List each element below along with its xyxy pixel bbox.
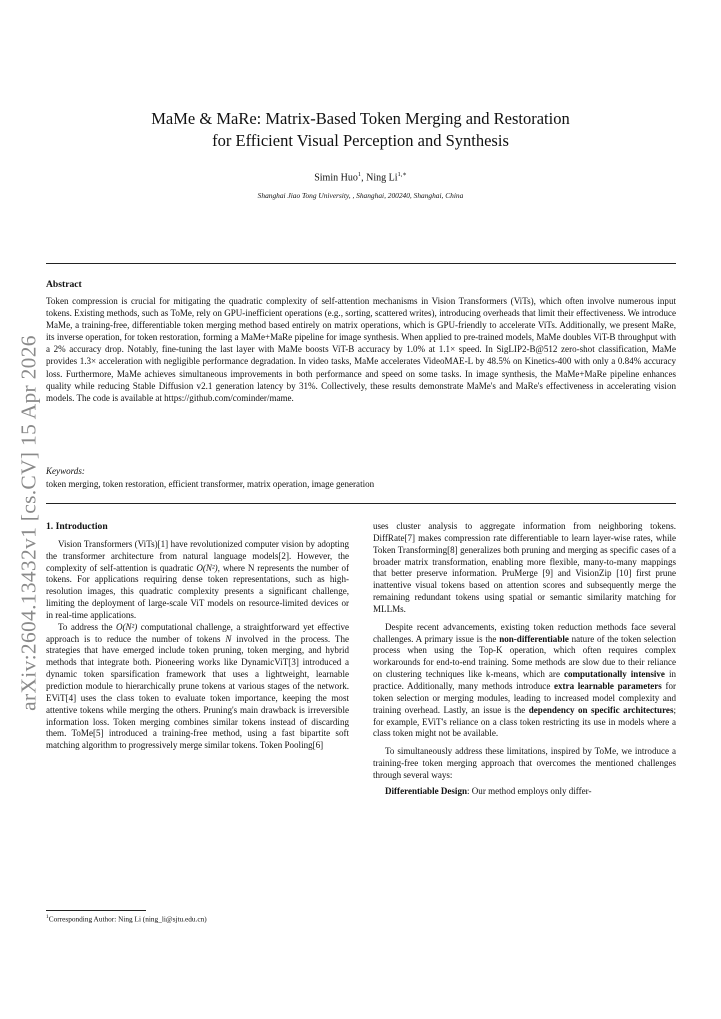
footnote-text: Corresponding Author: Ning Li (ning_li@sjtu.edu.cn) <box>48 914 207 924</box>
author-2-mark: 1,∗ <box>397 171 407 178</box>
intro-paragraph-2: To address the O(N²) computational challenge, a straightforward yet effective approach is to reduce the number of tokens N involved in the process. The strategies that have emerged include token pruning, token merging, and hybrid methods that integrate both. Pioneering works like DynamicViT[3] introduced a dynamic token sparsification framework that uses a lightweight, learnable prediction module to hierarchically prune tokens at various stages of the network. EViT[4] uses the class token to evaluate token importance, keeping the most attentive tokens while merging the others. Pruning's main drawback is irreversible information loss. Token merging combines similar tokens instead of discarding them. ToMe[5] introduced a training-free method, using a fast bipartite soft matching algorithm to progressively merge similar tokens. Token Pooling[6] <box>46 621 349 751</box>
abstract-heading: Abstract <box>46 279 82 290</box>
footnote <box>46 914 366 923</box>
arxiv-sidebar <box>8 298 50 748</box>
title-line-1: MaMe & MaRe: Matrix-Based Token Merging and Restoration <box>151 109 570 128</box>
footnote-mark: 1 <box>46 914 49 920</box>
footnote-rule <box>46 910 146 911</box>
keywords-heading: Keywords: <box>46 466 85 476</box>
keywords-text: token merging, token restoration, efficient transformer, matrix operation, image generation <box>46 479 375 489</box>
top-rule <box>46 263 676 264</box>
author-2: Ning Li <box>366 172 398 184</box>
arxiv-identifier: arXiv:2604.13432v1 [cs.CV] 15 Apr 2026 <box>16 335 41 711</box>
intro-paragraph-4: Despite recent advancements, existing token reduction methods face several challenges. A primary issue is the non-differentiable nature of the token selection process when using the Top-K operation, which often requires complex workarounds for end-to-end training. Some methods are slow due to their reliance on clustering techniques like k-means, which are computationally intensive in practice. Additionally, many methods introduce extra learnable parameters for token selection or merging modules, leading to increased model complexity and training overhead. Lastly, an issue is the dependency on specific architectures; for example, EViT's reliance on a class token restricting its use in models where a class token might not be available. <box>373 621 676 739</box>
intro-paragraph-1: Vision Transformers (ViTs)[1] have revolutionized computer vision by adopting the transformer architecture from natural language models[2]. However, the complexity of self-attention is quadratic O(N²), where N represents the number of tokens. For applications requiring dense token representations, such as high-resolution images, this quadratic complexity presents a significant challenge, limiting the deployment of large-scale ViT models on resource-limited devices or in real-time applications. <box>46 538 349 620</box>
section-heading: 1. Introduction <box>46 521 108 532</box>
intro-paragraph-6: Differentiable Design: Our method employs only differ- <box>385 785 592 796</box>
affiliation: Shanghai Jiao Tong University, , Shanghai, 200240, Shanghai, China <box>257 191 464 200</box>
intro-paragraph-5: To simultaneously address these limitations, inspired by ToMe, we introduce a training-free token merging approach that overcomes the mentioned challenges through several ways: <box>373 746 676 780</box>
author-1-mark: 1 <box>357 171 362 178</box>
abstract-text: Token compression is crucial for mitigating the quadratic complexity of self-attention mechanisms in Vision Transformers (ViTs), which often involve numerous input tokens. Existing methods, such as ToMe, rely on GPU-inefficient operations (e.g., sorting, scattered writes), introducing overheads that limit their effectiveness. We introduce MaMe, a training-free, differentiable token merging method based entirely on matrix operations, which is GPU-friendly to accelerate ViTs. Additionally, we present MaRe, its inverse operation, for token restoration, forming a MaMe+MaRe pipeline for image synthesis. When applied to pre-trained models, MaMe doubles ViT-B throughput with a 2% accuracy drop. Notably, fine-tuning the last layer with MaMe boosts ViT-B accuracy by 1.0% at 1.1× speed. In SigLIP2-B@512 zero-shot classification, MaMe provides 1.3× acceleration with negligible performance degradation. In video tasks, MaMe accelerates VideoMAE-L by 48.5% on Kinetics-400 with only a 0.84% accuracy loss. Furthermore, MaMe achieves simultaneous improvements in both performance and speed on some tasks. In image synthesis, the MaMe+MaRe pipeline enhances quality while reducing Stable Diffusion v2.1 generation latency by 31%. Collectively, these results demonstrate MaMe's and MaRe's effectiveness in accelerating vision models. The code is available at https://github.com/cominder/mame. <box>46 296 676 403</box>
author-separator: , <box>361 172 367 184</box>
author-1: Simin Huo <box>314 172 358 184</box>
paper-title <box>0 108 721 152</box>
intro-paragraph-3: uses cluster analysis to aggregate information from neighboring tokens. DiffRate[7] makes compression rate differentiable to learn layer-wise rates, while Token Transforming[8] generalizes both pruning and merging as specific cases of a broader matrix transformation, enabling more flexible, many-to-many mappings that better preserve information. PruMerge [9] and VisionZip [10] first prune inattentive visual tokens based on attention scores and subsequently merge the remaining redundant tokens using spatial or semantic similarity matching for MLLMs. <box>373 521 676 614</box>
right-column <box>373 521 676 798</box>
title-line-2: for Efficient Visual Perception and Synthesis <box>212 131 509 150</box>
bottom-rule <box>46 503 676 504</box>
left-column <box>46 521 349 752</box>
author-list <box>0 170 721 183</box>
